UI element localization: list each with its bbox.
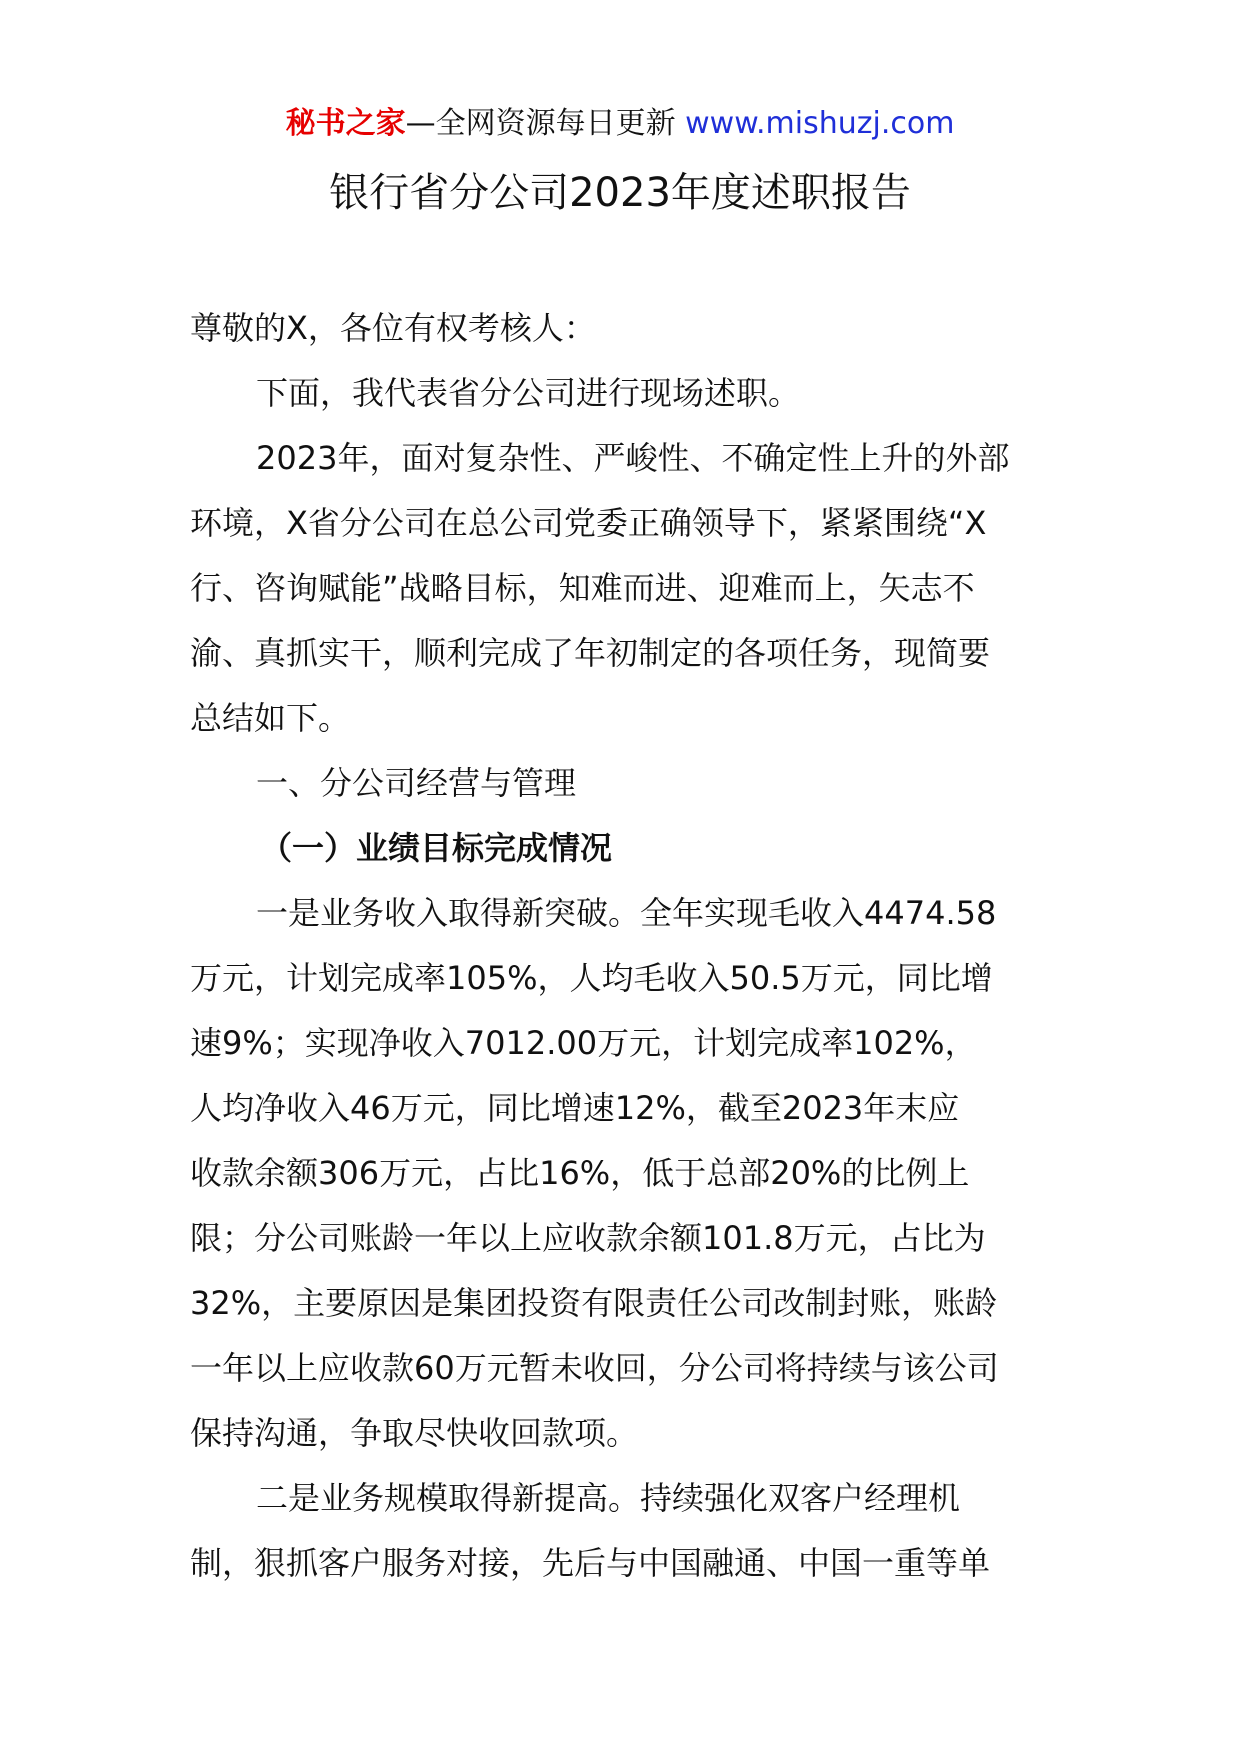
paragraph-line: 2023年，面对复杂性、严峻性、不确定性上升的外部 — [256, 439, 1010, 477]
paragraph-line: 人均净收入46万元，同比增速12%，截至2023年末应 — [190, 1089, 960, 1127]
paragraph-line: 环境，X省分公司在总公司党委正确领导下，紧紧围绕“X — [190, 504, 987, 542]
paragraph-line: 收款余额306万元，占比16%，低于总部20%的比例上 — [190, 1154, 970, 1192]
site-banner — [0, 104, 1240, 144]
salutation-line: 尊敬的X，各位有权考核人： — [190, 309, 596, 347]
paragraph-line: 二是业务规模取得新提高。持续强化双客户经理机 — [256, 1479, 961, 1517]
banner-slogan: —全网资源每日更新 — [405, 106, 676, 141]
document-title: 银行省分公司2023年度述职报告 — [329, 170, 911, 216]
brand-name: 秘书之家 — [285, 106, 406, 141]
paragraph-line: 保持沟通，争取尽快收回款项。 — [190, 1414, 639, 1452]
document-body — [190, 296, 1050, 1596]
paragraph-line: 总结如下。 — [190, 699, 351, 737]
paragraph-line: 渝、真抓实干，顺利完成了年初制定的各项任务，现简要 — [190, 634, 991, 672]
paragraph-line: 制，狠抓客户服务对接，先后与中国融通、中国一重等单 — [190, 1544, 991, 1582]
paragraph-line: 一是业务收入取得新突破。全年实现毛收入4474.58 — [256, 894, 997, 932]
paragraph-line: 32%，主要原因是集团投资有限责任公司改制封账，账龄 — [190, 1284, 998, 1322]
section-heading: 一、分公司经营与管理 — [256, 764, 577, 802]
subsection-heading: （一）业绩目标完成情况 — [260, 829, 613, 867]
paragraph-line: 下面，我代表省分公司进行现场述职。 — [256, 374, 801, 412]
paragraph-line: 万元，计划完成率105%，人均毛收入50.5万元，同比增 — [190, 959, 993, 997]
paragraph-line: 限；分公司账龄一年以上应收款余额101.8万元，占比为 — [190, 1219, 986, 1257]
paragraph-line: 行、咨询赋能”战略目标，知难而进、迎难而上，矢志不 — [190, 569, 975, 607]
paragraph-line: 一年以上应收款60万元暂未收回，分公司将持续与该公司 — [190, 1349, 999, 1387]
banner-url[interactable]: www.mishuzj.com — [685, 106, 955, 141]
paragraph-line: 速9%；实现净收入7012.00万元，计划完成率102%， — [190, 1024, 977, 1062]
